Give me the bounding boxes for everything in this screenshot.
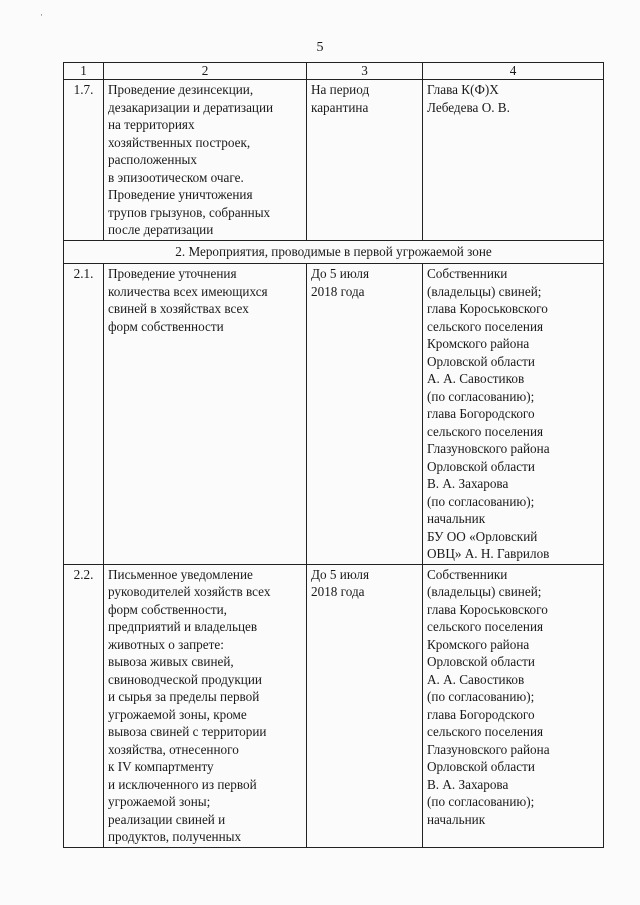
action-line: вывоза свиней с территории	[108, 724, 267, 739]
term-line: До 5 июля	[311, 566, 370, 582]
responsible-line: БУ ОО «Орловский	[427, 528, 538, 544]
action-line: Проведение уничтожения	[108, 187, 253, 202]
action-line: расположенных	[108, 152, 197, 167]
section-title: 2. Мероприятия, проводимые в первой угрожаемой зоне	[64, 240, 604, 264]
responsible-line: Глазуновского района	[427, 441, 550, 456]
responsible-line: сельского поселения	[427, 619, 544, 634]
responsible-line: (по согласованию);	[427, 493, 535, 509]
action-line: свиноводческой продукции	[108, 671, 262, 687]
action-line: дезакаризации и дератизации	[108, 99, 274, 115]
action-line: реализации свиней и	[108, 811, 226, 827]
corner-mark: ·	[40, 10, 43, 20]
action-line: предприятий и владельцев	[108, 619, 258, 634]
term-line: карантина	[311, 99, 369, 115]
action-line: продуктов, полученных	[108, 829, 242, 844]
responsible-line: начальник	[427, 811, 486, 827]
action-line: в эпизоотическом очаге.	[108, 169, 244, 185]
responsible-cell	[423, 80, 604, 241]
header-col-4: 4	[423, 63, 604, 80]
responsible-line: глава Богородского	[427, 706, 535, 722]
responsible-line: (владельцы) свиней;	[427, 283, 542, 299]
term-cell	[307, 80, 423, 241]
action-line: и исключенного из первой	[108, 776, 257, 792]
action-line: форм собственности,	[108, 601, 227, 617]
action-line: хозяйственных построек,	[108, 134, 251, 150]
responsible-line: Глава К(Ф)Х	[427, 82, 499, 97]
action-line: форм собственности	[108, 318, 224, 334]
action-line: животных о запрете:	[108, 636, 224, 652]
header-col-2: 2	[104, 63, 307, 80]
action-line: после дератизации	[108, 222, 214, 237]
section-row	[64, 240, 604, 264]
responsible-line: Кромского района	[427, 336, 530, 351]
responsible-line: ОВЦ» А. Н. Гаврилов	[427, 546, 550, 561]
responsible-line: Глазуновского района	[427, 741, 550, 757]
responsible-line: глава Короськовского	[427, 301, 548, 316]
action-line: Проведение уточнения	[108, 266, 237, 281]
responsible-line: А. А. Савостиков	[427, 371, 525, 386]
table-row	[64, 80, 604, 241]
action-cell	[104, 80, 307, 241]
responsible-line: Лебедева О. В.	[427, 99, 510, 115]
responsible-line: (владельцы) свиней;	[427, 584, 542, 599]
measures-table	[63, 62, 604, 848]
responsible-line: (по согласованию);	[427, 689, 535, 704]
action-line: количества всех имеющихся	[108, 283, 268, 299]
responsible-line: Собственники	[427, 266, 508, 281]
responsible-line: В. А. Захарова	[427, 476, 509, 491]
action-line: трупов грызунов, собранных	[108, 204, 271, 220]
responsible-cell	[423, 264, 604, 565]
action-line: хозяйства, отнесенного	[108, 741, 239, 757]
responsible-line: начальник	[427, 511, 486, 526]
table-row	[64, 564, 604, 847]
term-cell	[307, 564, 423, 847]
action-cell	[104, 564, 307, 847]
action-line: угрожаемой зоны, кроме	[108, 706, 247, 722]
term-line: 2018 года	[311, 283, 365, 299]
action-line: свиней в хозяйствах всех	[108, 301, 249, 316]
term-line: На период	[311, 82, 370, 97]
table-row	[64, 264, 604, 565]
responsible-line: В. А. Захарова	[427, 776, 509, 792]
action-line: руководителей хозяйств всех	[108, 584, 271, 599]
row-number: 2.1.	[64, 264, 104, 565]
row-number: 1.7.	[64, 80, 104, 241]
responsible-cell	[423, 564, 604, 847]
action-line: Письменное уведомление	[108, 566, 253, 582]
term-line: 2018 года	[311, 584, 365, 599]
action-line: Проведение дезинсекции,	[108, 82, 254, 97]
responsible-line: Орловской области	[427, 654, 535, 669]
term-line: До 5 июля	[311, 266, 370, 281]
action-line: к IV компартменту	[108, 759, 214, 774]
responsible-line: сельского поселения	[427, 423, 544, 439]
header-col-3: 3	[307, 63, 423, 80]
header-row	[64, 63, 604, 80]
responsible-line: А. А. Савостиков	[427, 671, 525, 687]
responsible-line: глава Короськовского	[427, 601, 548, 617]
responsible-line: Орловской области	[427, 759, 535, 774]
responsible-line: Кромского района	[427, 636, 530, 652]
action-line: вывоза живых свиней,	[108, 654, 234, 669]
header-col-1: 1	[64, 63, 104, 80]
responsible-line: (по согласованию);	[427, 388, 535, 404]
action-cell	[104, 264, 307, 565]
responsible-line: сельского поселения	[427, 724, 544, 739]
action-line: на территориях	[108, 117, 195, 132]
page-number: 5	[316, 40, 324, 55]
responsible-line: глава Богородского	[427, 406, 535, 421]
responsible-line: Орловской области	[427, 353, 535, 369]
action-line: и сырья за пределы первой	[108, 689, 260, 704]
action-line: угрожаемой зоны;	[108, 794, 211, 809]
responsible-line: Собственники	[427, 566, 508, 582]
responsible-line: (по согласованию);	[427, 794, 535, 809]
row-number: 2.2.	[64, 564, 104, 847]
responsible-line: сельского поселения	[427, 318, 544, 334]
responsible-line: Орловской области	[427, 458, 535, 474]
term-cell	[307, 264, 423, 565]
